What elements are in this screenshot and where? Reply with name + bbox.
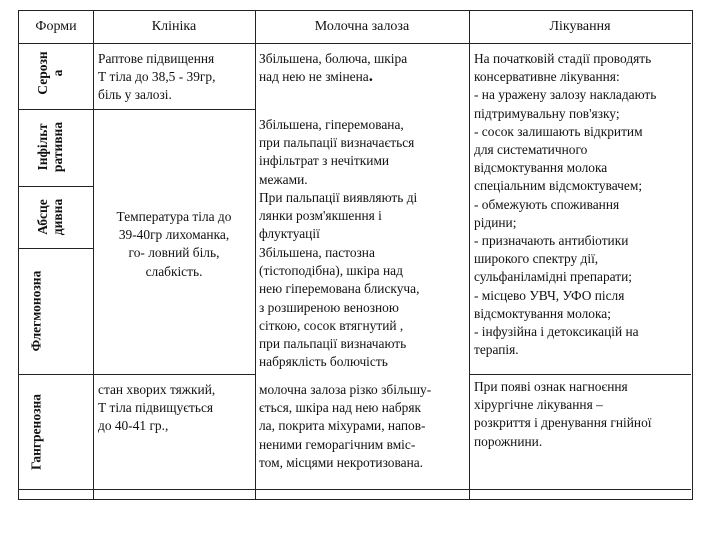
header-gland: Молочна залоза <box>314 19 410 34</box>
gland-abscess: При пальпації виявляють ді лянки розм'якшення і флуктуації <box>259 190 418 242</box>
header-treatment: Лікування <box>549 19 611 34</box>
clinic-col-rule <box>255 11 256 499</box>
gland-col-rule <box>469 11 470 499</box>
header-forms: Форми <box>35 19 77 34</box>
infiltrative-row-rule <box>19 186 93 187</box>
abscess-row-rule <box>19 248 93 249</box>
treatment-surgical: При появі ознак нагноєння хірургічне лікування – розкриття і дренування гнійної порожнини. <box>474 379 652 449</box>
gland-infiltrative: Збільшена, гіперемована, при пальпації визначається інфільтрат з нечіткими межами. <box>259 117 415 187</box>
phlegmonous-row-rule <box>19 374 93 375</box>
clinic-serous: Раптове підвищення Т тіла до 38,5 - 39гр, біль у залозі. <box>98 51 216 103</box>
treatment-table <box>18 10 693 500</box>
serous-row-rule <box>19 109 93 110</box>
clinic-gangrenous: стан хворих тяжкий, Т тіла підвищується до 40-41 гр., <box>98 382 216 434</box>
gland-phlegmonous: Збільшена, пастозна (тістоподібна), шкіра над нею гіперемована блискуча, з розширеною венозною сіткою, сосок втягнутий , при пальпації визначають набряклість болючість <box>259 245 420 370</box>
form-phlegmonous-label: Флегмонозна <box>28 270 44 352</box>
form-serous-label: Серозн а <box>35 51 65 95</box>
form-infiltrative-label: Інфільт ративна <box>35 121 65 173</box>
gland-serous: Збільшена, болюча, шкіра над нею не змінена. <box>259 51 408 86</box>
form-gangrenous-label: Гангренозна <box>28 393 44 471</box>
clinic-gangrene-rule <box>93 374 255 375</box>
clinic-row-rule <box>93 109 255 110</box>
gland-gangrenous: молочна залоза різко збільшу- ється, шкіра над нею набряк ла, покрита міхурами, напов- неними геморагічним вміс- том, місцями некротизована. <box>259 382 432 470</box>
treatment-split-rule <box>469 374 691 375</box>
header-clinic: Клініка <box>151 19 197 34</box>
treatment-conservative: На початковій стадії проводять консервативне лікування: - на уражену залозу накладають підтримувальну пов'язку; - сосок залишають відкритим для систематичного відсмоктування молока спеціальним відсмоктувачем; - обмежують споживання рідини; - призначають антибіотики широкого спектру дії, сульфаніламідні препарати; - місцево УВЧ, УФО після відсмоктування молока; - інфузійна і детоксикацій на терапія. <box>474 51 657 358</box>
clinic-middle: Температура тіла до 39-40гр лихоманка, го- ловний біль, слабкість. <box>116 209 232 279</box>
header-rule <box>19 43 691 44</box>
bottom-inner-rule <box>19 489 691 490</box>
form-abscess-label: Абсце дивна <box>35 198 65 236</box>
